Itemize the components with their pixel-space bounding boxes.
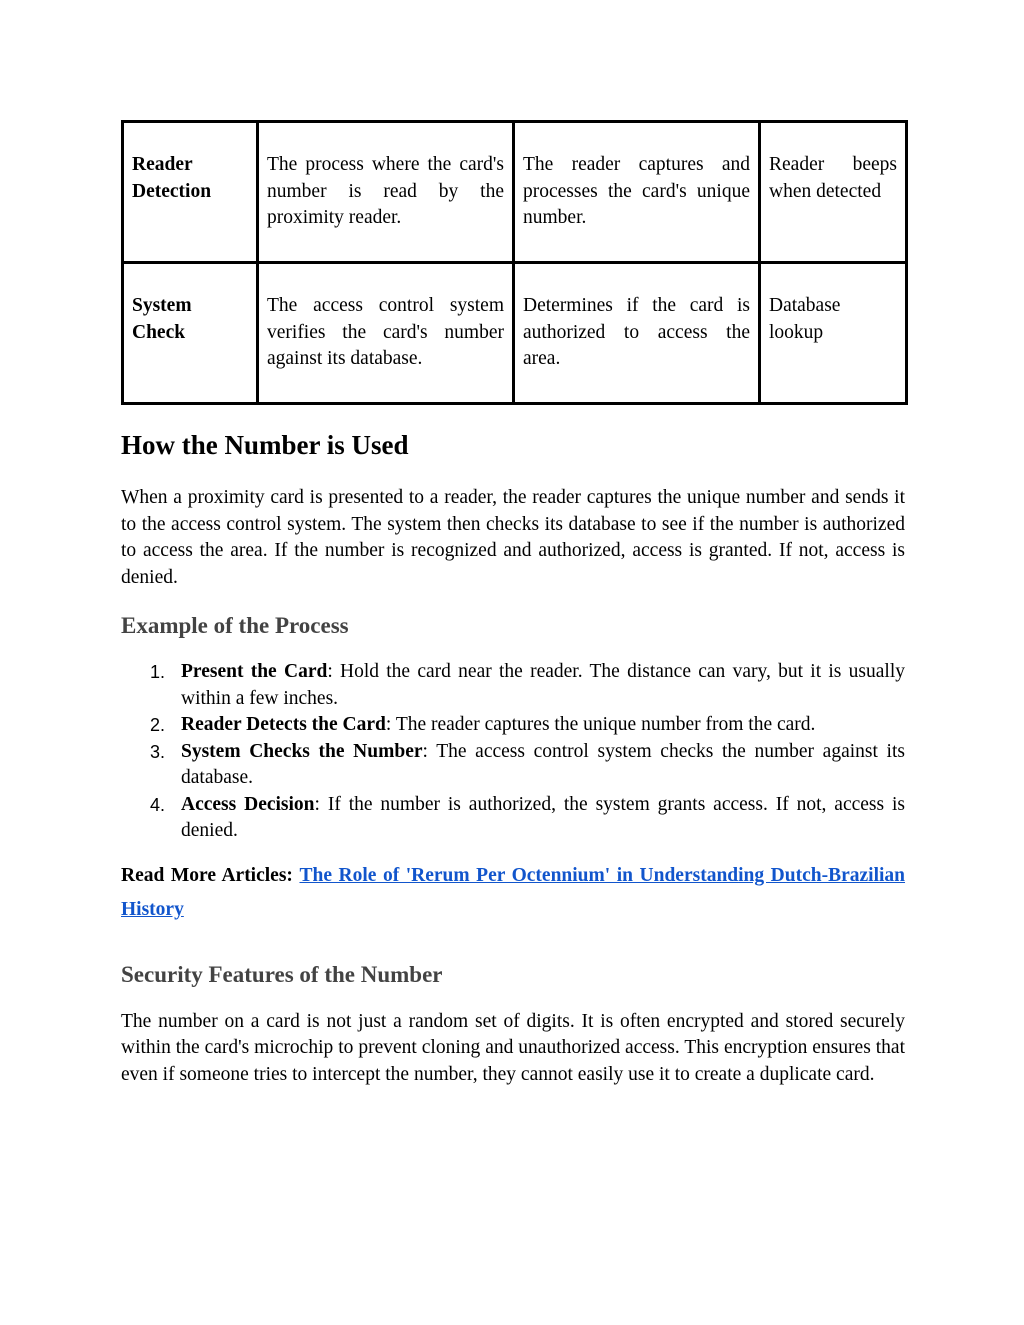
step-text: : The reader captures the unique number from the card. [385, 714, 816, 735]
section-heading-security-features: Security Features of the Number [121, 961, 443, 987]
list-item-number: 4. [150, 794, 166, 815]
step-title: Access Decision [181, 793, 315, 815]
list-item-number: 2. [150, 715, 166, 735]
table-row [123, 122, 907, 263]
step-title: System Checks the Number [181, 740, 423, 762]
table-row [123, 263, 907, 404]
read-more-label: Read More Articles: [121, 864, 293, 886]
list-item [121, 739, 905, 792]
table-cell-term: Reader Detection [123, 122, 258, 263]
list-item [121, 712, 905, 739]
section-heading-example-process: Example of the Process [121, 613, 349, 638]
read-more-line [121, 859, 905, 927]
table-cell-action: The reader captures and processes the card's unique number. [514, 122, 760, 263]
section-heading-how-number-used: How the Number is Used [121, 430, 409, 460]
table-cell-action: Determines if the card is authorized to access the area. [514, 263, 760, 404]
list-item-number: 3. [150, 741, 166, 762]
table-cell-note: Reader beeps when detected [760, 122, 907, 263]
process-steps-list [121, 659, 905, 845]
section-paragraph: When a proximity card is presented to a reader, the reader captures the unique number and sends it to the access control system. The system then checks its database to see if the number is authorized to access the area. If the number is recognized and authorized, access is granted. If not, access is denied. [121, 487, 905, 588]
list-item [121, 792, 905, 845]
read-more-link[interactable]: The Role of 'Rerum Per Octennium' in Understanding Dutch-Brazilian History [121, 864, 906, 920]
step-text: : If the number is authorized, the system grants access. If not, access is denied. [181, 793, 905, 841]
table-cell-term: System Check [123, 263, 258, 404]
table-cell-note: Database lookup [760, 263, 907, 404]
section-paragraph: The number on a card is not just a random set of digits. It is often encrypted and stored securely within the card's microchip to prevent cloning and unauthorized access. This encryption ensures that even if someone tries to intercept the number, they cannot easily use it to create a duplicate card. [121, 1010, 905, 1085]
process-table [121, 120, 908, 405]
table-cell-description: The access control system verifies the card's number against its database. [258, 263, 514, 404]
list-item-number: 1. [150, 662, 166, 682]
step-title: Reader Detects the Card [181, 714, 386, 735]
list-item [121, 659, 905, 712]
document-page [121, 120, 905, 1088]
step-title: Present the Card [181, 661, 328, 682]
step-text: : Hold the card near the reader. The distance can vary, but it is usually within a few inches. [181, 661, 905, 709]
table-cell-description: The process where the card's number is read by the proximity reader. [258, 122, 514, 263]
step-text: : The access control system checks the number against its database. [181, 740, 905, 788]
